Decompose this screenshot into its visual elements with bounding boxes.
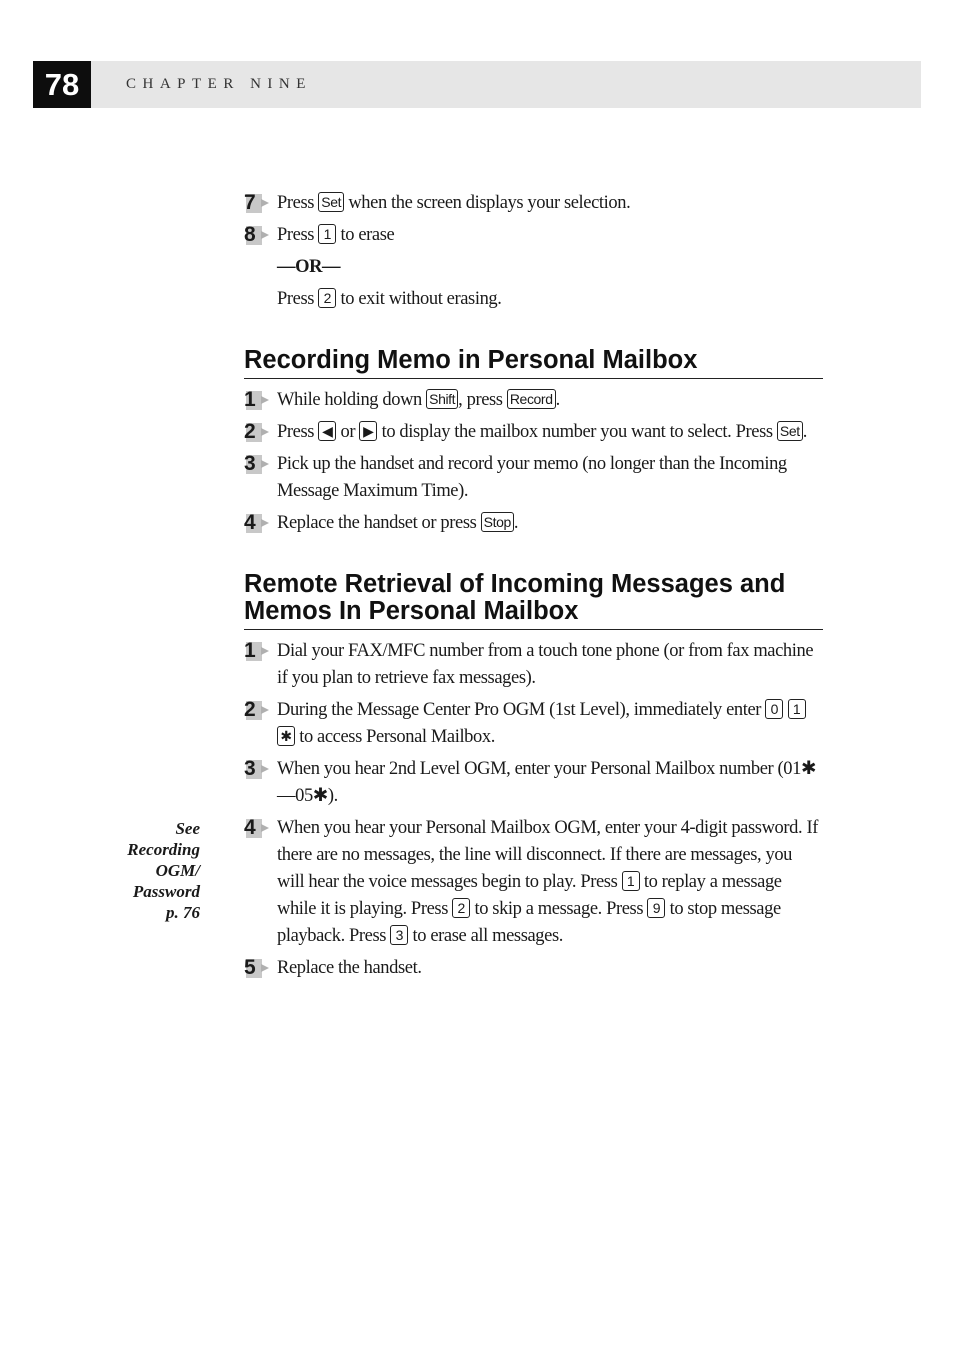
key-9: 9	[647, 898, 665, 918]
set-key: Set	[777, 421, 803, 441]
key-1: 1	[318, 224, 336, 244]
step-7: 7 Press Set when the screen displays your selection.	[244, 191, 631, 214]
step-2: 2 Press ◀ or ▶ to display the mailbox number you want to select. Press Set .	[244, 420, 807, 443]
step-number: 4	[244, 816, 266, 840]
step-5: 5 Replace the handset.	[244, 956, 422, 979]
key-2: 2	[452, 898, 470, 918]
step-8: 8 Press 1 to erase	[244, 223, 395, 246]
section-heading-recording-memo: Recording Memo in Personal Mailbox	[244, 347, 823, 379]
step-number: 5	[244, 956, 266, 980]
margin-note-cross-reference: See Recording OGM/ Password p. 76	[127, 819, 200, 922]
step-4: 4 Replace the handset or press Stop .	[244, 511, 519, 534]
key-1: 1	[788, 699, 806, 719]
step-number: 7	[244, 191, 266, 215]
left-arrow-key-icon: ◀	[318, 421, 336, 441]
chapter-title: CHAPTER NINE	[126, 76, 312, 92]
step-number: 4	[244, 511, 266, 535]
step-4: 4 When you hear your Personal Mailbox OGM, enter your 4-digit password. If there are no messages, the line will disconnect. If there are messages, you will hear the voice messages begin to play. Press 1 to replay a message while it is playing. Press 2 to skip a message. Press 9 to stop message playback. Press 3 to erase all messages.	[244, 816, 818, 946]
or-separator: —OR—	[277, 257, 341, 277]
step-1: 1 While holding down Shift , press Record .	[244, 388, 560, 411]
step-number: 8	[244, 223, 266, 247]
step-number: 3	[244, 757, 266, 781]
stop-key: Stop	[481, 512, 514, 532]
step-3: 3 When you hear 2nd Level OGM, enter your Personal Mailbox number (01✱—05✱).	[244, 757, 817, 806]
step-number: 1	[244, 388, 266, 412]
key-1: 1	[622, 871, 640, 891]
exit-instruction: Press 2 to exit without erasing.	[277, 289, 502, 309]
set-key: Set	[318, 192, 344, 212]
right-arrow-key-icon: ▶	[359, 421, 377, 441]
record-key: Record	[507, 389, 556, 409]
step-number: 2	[244, 698, 266, 722]
key-3: 3	[390, 925, 408, 945]
shift-key: Shift	[426, 389, 458, 409]
step-number: 2	[244, 420, 266, 444]
key-0: 0	[765, 699, 783, 719]
main-content	[244, 190, 823, 987]
star-key-icon: ✱	[277, 726, 295, 746]
section-heading-remote-retrieval: Remote Retrieval of Incoming Messages and Memos In Personal Mailbox	[244, 571, 823, 630]
page-number: 78	[33, 61, 91, 108]
step-1: 1 Dial your FAX/MFC number from a touch tone phone (or from fax machine if you plan to retrieve fax messages).	[244, 639, 814, 688]
step-number: 1	[244, 639, 266, 663]
step-3: 3 Pick up the handset and record your memo (no longer than the Incoming Message Maximum Time).	[244, 452, 787, 501]
step-2: 2 During the Message Center Pro OGM (1st Level), immediately enter 0 1 ✱ to access Personal Mailbox.	[244, 697, 823, 751]
key-2: 2	[318, 288, 336, 308]
step-number: 3	[244, 452, 266, 476]
